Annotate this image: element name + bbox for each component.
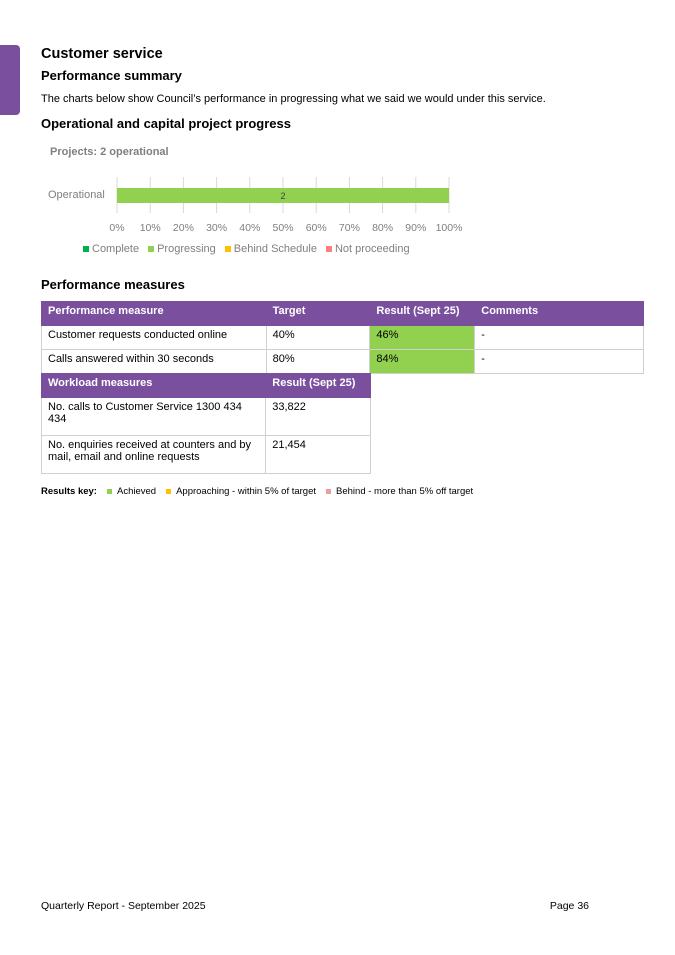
header-performance-measure: Performance measure <box>42 302 267 326</box>
measure-cell: Customer requests conducted online <box>42 326 267 350</box>
summary-text: The charts below show Council’s performance in progressing what we said we would under this service. <box>41 93 546 105</box>
x-tick-label: 100% <box>435 222 463 234</box>
target-cell: 40% <box>266 326 370 350</box>
x-tick-label: 40% <box>239 222 261 234</box>
chart-legend <box>83 243 410 255</box>
comments-cell: - <box>475 350 644 374</box>
progress-heading: Operational and capital project progress <box>41 116 291 131</box>
data-label: 2 <box>280 191 286 201</box>
legend-swatch <box>83 246 89 252</box>
legend-label: Not proceeding <box>334 243 410 255</box>
performance-measures-table <box>41 301 644 374</box>
table-row <box>42 398 371 436</box>
legend-label: Progressing <box>157 243 216 255</box>
x-tick-label: 70% <box>338 222 360 234</box>
x-tick-label: 0% <box>109 222 125 234</box>
measures-heading: Performance measures <box>41 277 185 292</box>
results-key-label: Results key: <box>41 486 97 497</box>
result-cell: 21,454 <box>266 436 371 474</box>
table-header-row <box>42 302 644 326</box>
result-cell-achieved: 46% <box>370 326 475 350</box>
measure-cell: No. enquiries received at counters and by mail, email and online requests <box>42 436 266 474</box>
x-tick-label: 90% <box>405 222 427 234</box>
target-cell: 80% <box>266 350 370 374</box>
legend-item <box>83 243 139 255</box>
header-comments: Comments <box>475 302 644 326</box>
footer-page-number: Page 36 <box>549 900 589 912</box>
legend-swatch <box>148 246 154 252</box>
chart-title: Projects: 2 operational <box>50 146 169 158</box>
approaching-swatch <box>166 489 171 494</box>
x-tick-label: 20% <box>172 222 194 234</box>
result-cell-achieved: 84% <box>370 350 475 374</box>
x-tick-label: 60% <box>305 222 327 234</box>
legend-item <box>148 243 216 255</box>
measure-cell: No. calls to Customer Service 1300 434 434 <box>42 398 266 436</box>
table-row <box>42 326 644 350</box>
legend-label: Complete <box>92 243 140 255</box>
key-behind: Behind - more than 5% off target <box>336 486 474 497</box>
result-cell: 33,822 <box>266 398 371 436</box>
header-result: Result (Sept 25) <box>370 302 475 326</box>
achieved-swatch <box>107 489 112 494</box>
workload-measures-table <box>41 373 371 474</box>
category-label-operational: Operational <box>48 189 105 201</box>
x-tick-label: 30% <box>206 222 228 234</box>
legend-swatch <box>225 246 231 252</box>
section-title: Customer service <box>41 46 163 62</box>
header-result: Result (Sept 25) <box>266 374 371 398</box>
measure-cell: Calls answered within 30 seconds <box>42 350 267 374</box>
footer-report-title: Quarterly Report - September 2025 <box>41 900 206 912</box>
legend-label: Behind Schedule <box>233 243 317 255</box>
results-key <box>41 486 473 497</box>
header-workload-measures: Workload measures <box>42 374 266 398</box>
key-achieved: Achieved <box>116 486 157 497</box>
x-tick-label: 50% <box>272 222 294 234</box>
table-row <box>42 350 644 374</box>
table-header-row <box>42 374 371 398</box>
table-row <box>42 436 371 474</box>
chart-plot <box>41 140 471 240</box>
legend-item <box>225 243 317 255</box>
side-tab-marker <box>0 45 20 115</box>
summary-heading: Performance summary <box>41 68 182 83</box>
x-tick-label: 80% <box>372 222 394 234</box>
project-progress-chart <box>41 140 471 265</box>
header-target: Target <box>266 302 370 326</box>
x-tick-label: 10% <box>139 222 161 234</box>
legend-swatch <box>326 246 332 252</box>
comments-cell: - <box>475 326 644 350</box>
behind-swatch <box>326 489 331 494</box>
key-approaching: Approaching - within 5% of target <box>176 486 317 497</box>
legend-item <box>326 243 410 255</box>
